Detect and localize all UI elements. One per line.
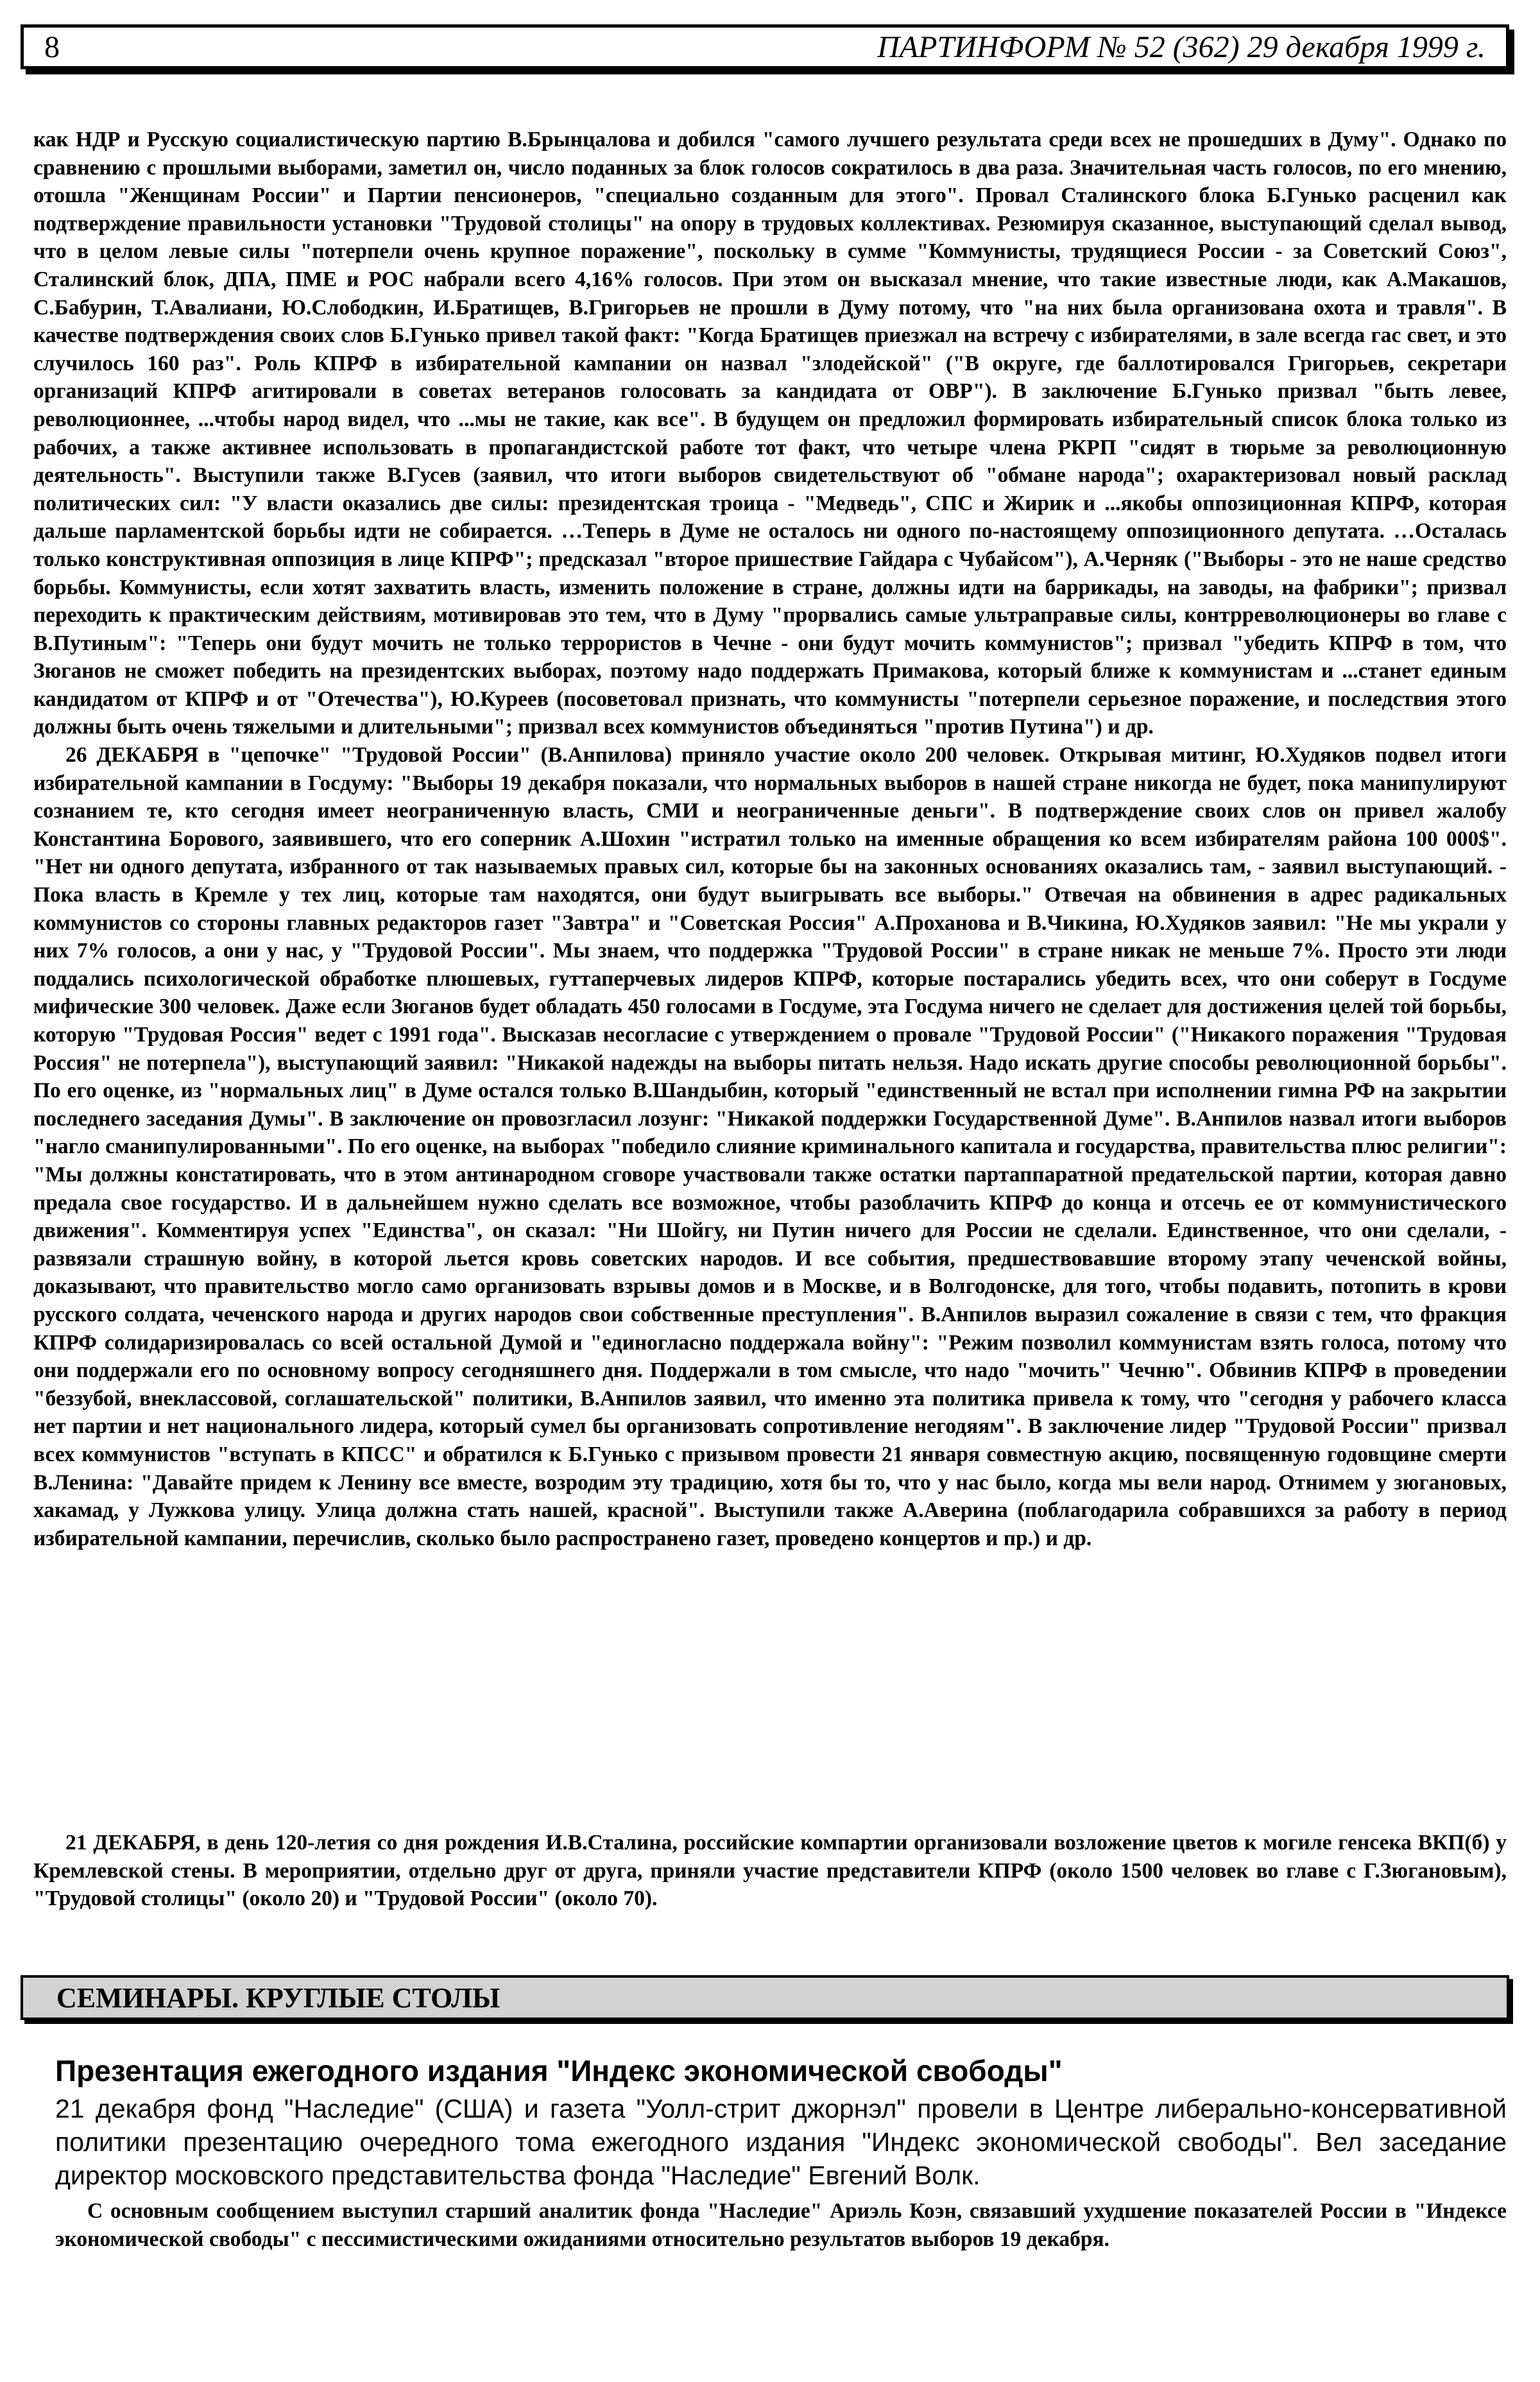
page-header	[21, 24, 1509, 69]
publication-title: ПАРТИНФОРМ № 52 (362) 29 декабря 1999 г.	[877, 30, 1485, 64]
article-body: С основным сообщением выступил старший аналитик фонда "Наследие" Ариэль Коэн, связавший ухудшение показателей России в "Индексе экономической свободы" с пессимистическими ожиданиями относительно результатов выборов 19 декабря.	[55, 2199, 1507, 2251]
article-lead: 21 декабря фонд "Наследие" (США) и газета "Уолл-стрит джорнэл" провели в Центре либерально-консервативной политики презентацию очередного тома ежегодного издания "Индекс экономической свободы". Вел заседание директор московского представительства фонда "Наследие" Евгений Волк.	[55, 2094, 1507, 2190]
section-title: СЕМИНАРЫ. КРУГЛЫЕ СТОЛЫ	[56, 1982, 501, 2014]
section-header	[21, 1975, 1509, 2020]
page-number: 8	[44, 30, 60, 64]
paragraph-continuation: как НДР и Русскую социалистическую партию В.Брынцалова и добился "самого лучшего результата среди всех не прошедших в Думу". Однако по сравнению с прошлыми выборами, заметил он, число поданных за блок голосов сократилось в два раза. Значительная часть голосов, по его мнению, отошла "Женщинам России" и Партии пенсионеров, "специально созданным для этого". Провал Сталинского блока Б.Гунько расценил как подтверждение правильности установки "Трудовой столицы" на опору в трудовых коллективах. Резюмируя сказанное, выступающий сделал вывод, что в целом левые силы "потерпели очень крупное поражение", поскольку в сумме "Коммунисты, трудящиеся России - за Советский Союз", Сталинский блок, ДПА, ПМЕ и РОС набрали всего 4,16% голосов. При этом он высказал мнение, что такие известные люди, как А.Макашов, С.Бабурин, Т.Авалиани, Ю.Слободкин, И.Братищев, В.Григорьев не прошли в Думу потому, что "на них была организована охота и травля". В качестве подтверждения своих слов Б.Гунько привел такой факт: "Когда Братищев приезжал на встречу с избирателями, в зале всегда гас свет, и это случилось 160 раз". Роль КПРФ в избирательной кампании он назвал "злодейской" ("В округе, где баллотировался Григорьев, секретари организаций КПРФ агитировали в советах ветеранов голосовать за кандидата от ОВР"). В заключение Б.Гунько призвал "быть левее, революционнее, ...чтобы народ видел, что ...мы не такие, как все". В будущем он предложил формировать избирательный список блока только из рабочих, а также активнее использовать в пропагандистской работе тот факт, что четыре члена РКРП "сидят в тюрьме за революционную деятельность". Выступили также В.Гусев (заявил, что итоги выборов свидетельствуют об "обмане народа"; охарактеризовал новый расклад политических сил: "У власти оказались две силы: президентская троица - "Медведь", СПС и Жирик и ...якобы оппозиционная КПРФ, которая дальше парламентской борьбы идти не собирается. …Теперь в Думе не осталось ни одного по-настоящему оппозиционного депутата. …Осталась только конструктивная оппозиция в лице КПРФ"; предсказал "второе пришествие Гайдара с Чубайсом"), А.Черняк ("Выборы - это не наше средство борьбы. Коммунисты, если хотят захватить власть, изменить положение в стране, должны идти на баррикады, на заводы, на фабрики"; призвал переходить к практическим действиям, мотивировав это тем, что в Думу "прорвались самые ультраправые силы, контрреволюционеры во главе с В.Путиным": "Теперь они будут мочить не только террористов в Чечне - они будут мочить коммунистов"; призвал "убедить КПРФ в том, что Зюганов не сможет победить на президентских выборах, поэтому надо поддержать Примакова, который ближе к коммунистам и ...станет единым кандидатом от КПРФ и от "Отечества"), Ю.Куреев (посоветовал признать, что коммунисты "потерпели серьезное поражение, и последствия этого должны быть очень тяжелыми и длительными"; призвал всех коммунистов объединяться "против Путина") и др.	[33, 128, 1507, 739]
dec-21-text	[33, 1829, 1507, 1913]
paragraph-dec-26: 26 ДЕКАБРЯ в "цепочке" "Трудовой России" (В.Анпилова) приняло участие около 200 человек. Открывая митинг, Ю.Худяков подвел итоги избирательной кампании в Госдуму: "Выборы 19 декабря показали, что нормальных выборов в нашей стране никогда не будет, пока манипулируют сознанием те, кто сегодня имеет неограниченную власть, СМИ и неограниченные деньги". В подтверждение своих слов он привел жалобу Константина Борового, заявившего, что его соперник А.Шохин "истратил только на именные обращения ко всем избирателям района 100 000$". "Нет ни одного депутата, избранного от так называемых правых сил, которые бы на законных основаниях оказались там, - заявил выступающий. - Пока власть в Кремле у тех лиц, которые там находятся, они будут выигрывать все выборы." Отвечая на обвинения в адрес радикальных коммунистов со стороны главных редакторов газет "Завтра" и "Советская Россия" А.Проханова и В.Чикина, Ю.Худяков заявил: "Не мы украли у них 7% голосов, а они у нас, у "Трудовой России". Мы знаем, что поддержка "Трудовой России" в стране никак не меньше 7%. Просто эти люди поддались психологической обработке плюшевых, гуттаперчевых лидеров КПРФ, которые постарались убедить всех, что они соберут в Госдуме мифические 300 человек. Даже если Зюганов будет обладать 450 голосами в Госдуме, эта Госдума ничего не сделает для достижения целей той борьбы, которую "Трудовая Россия" ведет с 1991 года". Высказав несогласие с утверждением о провале "Трудовой России" ("Никакого поражения "Трудовая Россия" не потерпела"), выступающий заявил: "Никакой надежды на выборы питать нельзя. Надо искать другие способы революционной борьбы". По его оценке, из "нормальных лиц" в Думе остался только В.Шандыбин, который "единственный не встал при исполнении гимна РФ на закрытии последнего заседания Думы". В заключение он провозгласил лозунг: "Никакой поддержки Государственной Думе". В.Анпилов назвал итоги выборов "нагло сманипулированными". По его оценке, на выборах "победило слияние криминального капитала и государства, правительства плюс религии": "Мы должны констатировать, что в этом антинародном сговоре участвовали также остатки партаппаратной предательской партии, которая давно предала свое государство. И в дальнейшем нужно сделать все возможное, чтобы разоблачить КПРФ до конца и отсечь ее от коммунистического движения". Комментируя успех "Единства", он сказал: "Ни Шойгу, ни Путин ничего для России не сделали. Единственное, что они сделали, - развязали страшную войну, в которой льется кровь советских народов. И все события, предшествовавшие второму этапу чеченской войны, доказывают, что правительство могло само организовать взрывы домов и в Москве, и в Волгодонске, для того, чтобы подавить, потопить в крови русского солдата, чеченского народа и других народов свои собственные преступления". В.Анпилов выразил сожаление в связи с тем, что фракция КПРФ солидаризировалась со всей остальной Думой и "единогласно поддержала войну": "Режим позволил коммунистам взять голоса, потому что они поддержали его по основному вопросу сегодняшнего дня. Поддержали в том смысле, что надо "мочить" Чечню". Обвинив КПРФ в проведении "беззубой, внеклассовой, соглашательской" политики, В.Анпилов заявил, что именно эта политика привела к тому, что "сегодня у рабочего класса нет партии и нет национального лидера, который сумел бы организовать сопротивление негодяям". В заключение лидер "Трудовой России" призвал всех коммунистов "вступать в КПСС" и обратился к Б.Гунько с призывом провести 21 января совместную акцию, посвященную годовщине смерти В.Ленина: "Давайте придем к Ленину все вместе, возродим эту традицию, хотя бы то, что у нас было, когда мы вели народ. Отнимем у зюгановых, хакамад, у Лужкова улицу. Улица должна стать нашей, красной". Выступили также А.Аверина (поблагодарила собравшихся за работу в период избирательной кампании, перечислив, сколько было распространено газет, проведено концертов и пр.) и др.	[33, 743, 1507, 1550]
paragraph-dec-21: 21 ДЕКАБРЯ, в день 120-летия со дня рождения И.В.Сталина, российские компартии организовали возложение цветов к могиле генсека ВКП(б) у Кремлевской стены. В мероприятии, отдельно друг от друга, приняли участие представители КПРФ (около 1500 человек во главе с Г.Зюгановым), "Трудовой столицы" (около 20) и "Трудовой России" (около 70).	[33, 1831, 1507, 1911]
article-title: Презентация ежегодного издания "Индекс экономической свободы"	[55, 2054, 1063, 2087]
main-text-column	[33, 126, 1507, 1552]
